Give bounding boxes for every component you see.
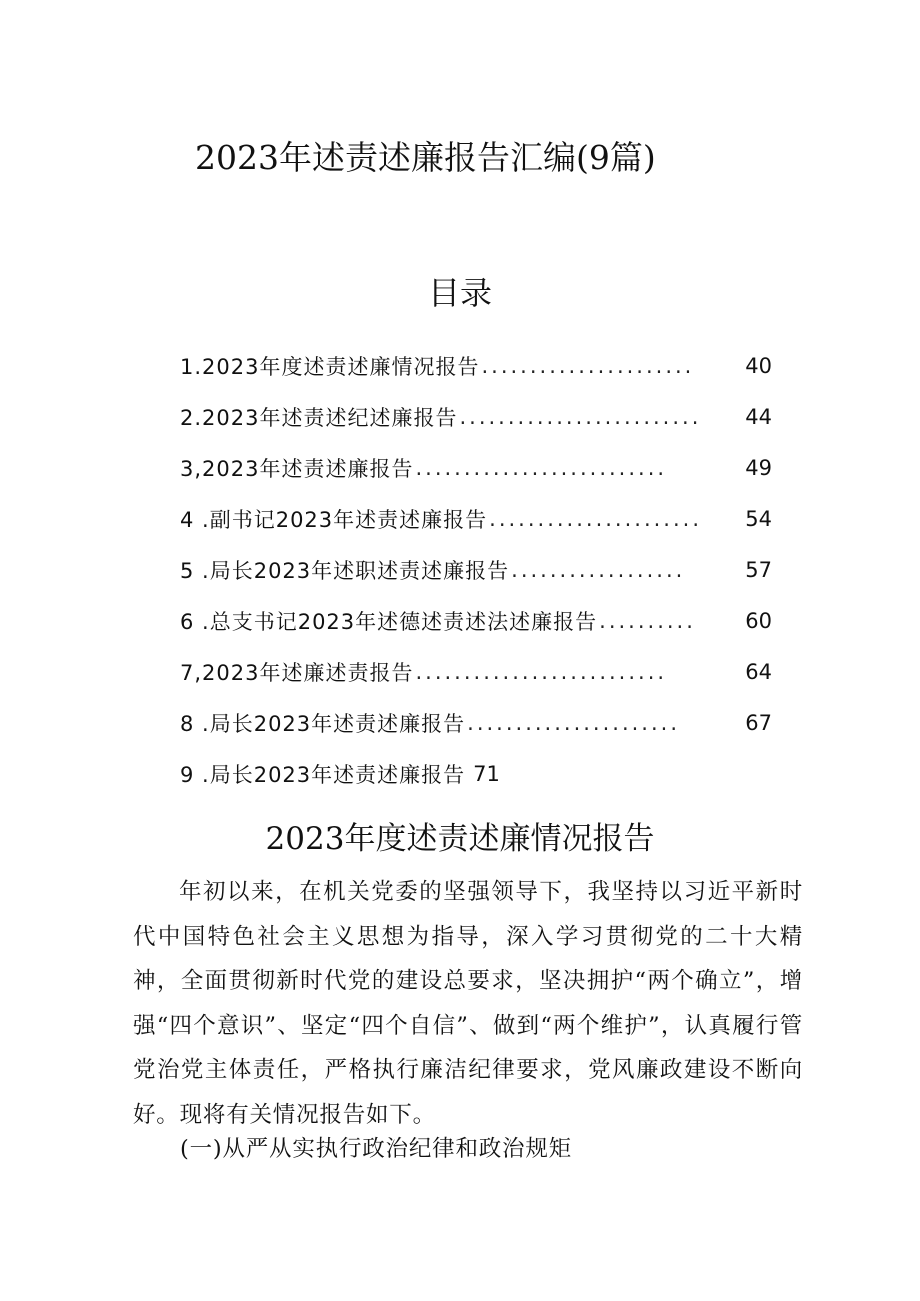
toc-entry[interactable] (180, 544, 772, 595)
toc-entry[interactable] (180, 697, 772, 748)
section-title: 2023年度述责述廉情况报告 (265, 821, 655, 857)
toc-entry-label: 7,2023年述廉述责报告 (180, 660, 414, 685)
toc-entry-page: 54 (745, 506, 772, 531)
toc-entry-leader: ...................... (467, 710, 681, 735)
table-of-contents (180, 340, 772, 799)
toc-entry-label: 6 .总支书记2023年述德述责述法述廉报告 (180, 609, 598, 634)
toc-entry[interactable] (180, 391, 772, 442)
toc-entry[interactable] (180, 748, 772, 799)
toc-entry-page: 67 (745, 710, 772, 735)
toc-entry-label: 1.2023年度述责述廉情况报告 (180, 354, 480, 379)
toc-entry-label: 4 .副书记2023年述责述廉报告 (180, 507, 488, 532)
toc-entry-label: 9 .局长2023年述责述廉报告 (180, 762, 466, 787)
toc-entry-label: 2.2023年述责述纪述廉报告 (180, 405, 458, 430)
toc-entry-page: 44 (745, 404, 772, 429)
document-title: 2023年述责述廉报告汇编(9篇) (195, 138, 656, 177)
toc-entry[interactable] (180, 493, 772, 544)
toc-entry-page: 64 (745, 659, 772, 684)
toc-entry[interactable] (180, 442, 772, 493)
toc-entry-leader: ......................... (459, 404, 702, 429)
toc-entry[interactable] (180, 595, 772, 646)
toc-entry-label: 3,2023年述责述廉报告 (180, 456, 414, 481)
toc-entry-page: 49 (745, 455, 772, 480)
toc-entry-leader: .......... (599, 608, 696, 633)
toc-entry[interactable] (180, 340, 772, 391)
toc-entry-leader: ...................... (489, 506, 703, 531)
toc-entry-leader: .......................... (415, 659, 668, 684)
toc-entry-page: 57 (745, 557, 772, 582)
toc-entry-page: 71 (473, 761, 500, 786)
toc-entry-leader: ...................... (481, 353, 695, 378)
toc-heading: 目录 (427, 274, 492, 312)
toc-entry-label: 8 .局长2023年述责述廉报告 (180, 711, 466, 736)
toc-entry-leader: .................. (511, 557, 686, 582)
toc-entry-label: 5 .局长2023年述职述责述廉报告 (180, 558, 510, 583)
toc-entry-leader: .......................... (415, 455, 668, 480)
section-subheading: (一)从严从实执行政治纪律和政治规矩 (180, 1136, 572, 1162)
toc-entry[interactable] (180, 646, 772, 697)
toc-entry-page: 60 (745, 608, 772, 633)
toc-entry-page: 40 (745, 353, 772, 378)
body-paragraph: 年初以来，在机关党委的坚强领导下，我坚持以习近平新时代中国特色社会主义思想为指导，深入学习贯彻党的二十大精神，全面贯彻新时代党的建设总要求，坚决拥护“两个确立”，增强“四个意识”、坚定“四个自信”、做到“两个维护”，认真履行管党治党主体责任，严格执行廉洁纪律要求，党风廉政建设不断向好。现将有关情况报告如下。 (133, 879, 803, 1128)
